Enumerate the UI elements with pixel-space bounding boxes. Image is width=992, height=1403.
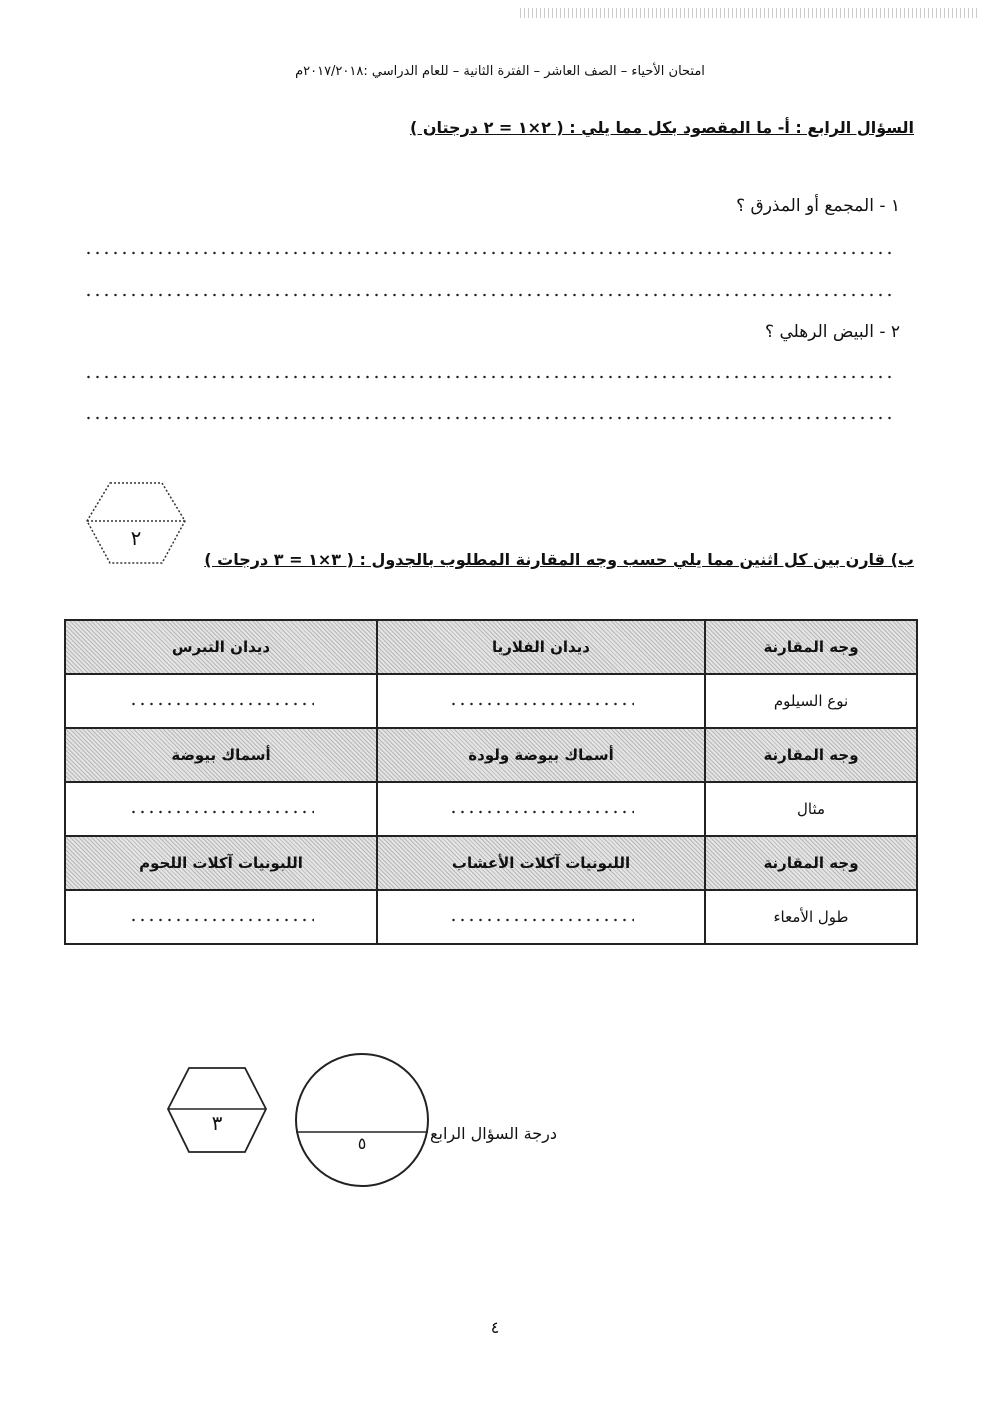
circle-shape (292, 1050, 432, 1190)
partB-title: ب) قارن بين كل اثنين مما يلي حسب وجه المقارنة المطلوب بالجدول : ( ٣×١ = ٣ درجات ) (204, 550, 914, 569)
answer-dots (449, 810, 634, 814)
table-cell: ديدان التبرس (65, 620, 377, 674)
question-total-circle (292, 1050, 432, 1190)
question-grade-label: درجة السؤال الرابع (430, 1124, 557, 1143)
scan-noise (520, 8, 980, 18)
answer-cell (377, 890, 705, 944)
table-row (65, 674, 917, 728)
table-cell: ديدان الفلاريا (377, 620, 705, 674)
answer-line (84, 375, 896, 379)
hexagon-shape (165, 1065, 269, 1155)
comparison-table (64, 619, 918, 945)
answer-line (84, 293, 896, 297)
question4-item-2: ٢ - البيض الرهلي ؟ (765, 322, 900, 342)
exam-header: امتحان الأحياء – الصف العاشر – الفترة الثانية – للعام الدراسي :٢٠١٧/٢٠١٨م (295, 64, 705, 79)
answer-line (84, 251, 896, 255)
table-row (65, 728, 917, 782)
hexagon-score: ٣ (211, 1111, 223, 1135)
hexagon-score: ٢ (130, 526, 142, 550)
table-cell: اللبونيات آكلات اللحوم (65, 836, 377, 890)
answer-dots (129, 702, 314, 706)
hexagon-shape (84, 480, 188, 566)
table-cell: اللبونيات آكلات الأعشاب (377, 836, 705, 890)
answer-line (84, 416, 896, 420)
answer-dots (449, 702, 634, 706)
table-cell: وجه المقارنة (705, 620, 917, 674)
question4-title: السؤال الرابع : أ- ما المقصود بكل مما يلي : ( ٢×١ = ٢ درجتان ) (409, 118, 914, 137)
table-cell: وجه المقارنة (705, 728, 917, 782)
answer-cell (65, 782, 377, 836)
table-row (65, 836, 917, 890)
page-number: ٤ (490, 1318, 500, 1337)
table-cell: وجه المقارنة (705, 836, 917, 890)
table-row (65, 620, 917, 674)
table-cell: مثال (705, 782, 917, 836)
answer-dots (449, 918, 634, 922)
answer-cell (65, 890, 377, 944)
answer-dots (129, 810, 314, 814)
table-row (65, 890, 917, 944)
answer-cell (65, 674, 377, 728)
answer-cell (377, 674, 705, 728)
table-cell: نوع السيلوم (705, 674, 917, 728)
total-score: ٥ (357, 1134, 367, 1153)
question4-item-1: ١ - المجمع أو المذرق ؟ (736, 196, 900, 216)
score-hexagon-b (165, 1065, 269, 1155)
table-cell: طول الأمعاء (705, 890, 917, 944)
table-cell: أسماك بيوضة ولودة (377, 728, 705, 782)
answer-dots (129, 918, 314, 922)
table-row (65, 782, 917, 836)
answer-cell (377, 782, 705, 836)
table-cell: أسماك بيوضة (65, 728, 377, 782)
score-hexagon-a (84, 480, 188, 566)
